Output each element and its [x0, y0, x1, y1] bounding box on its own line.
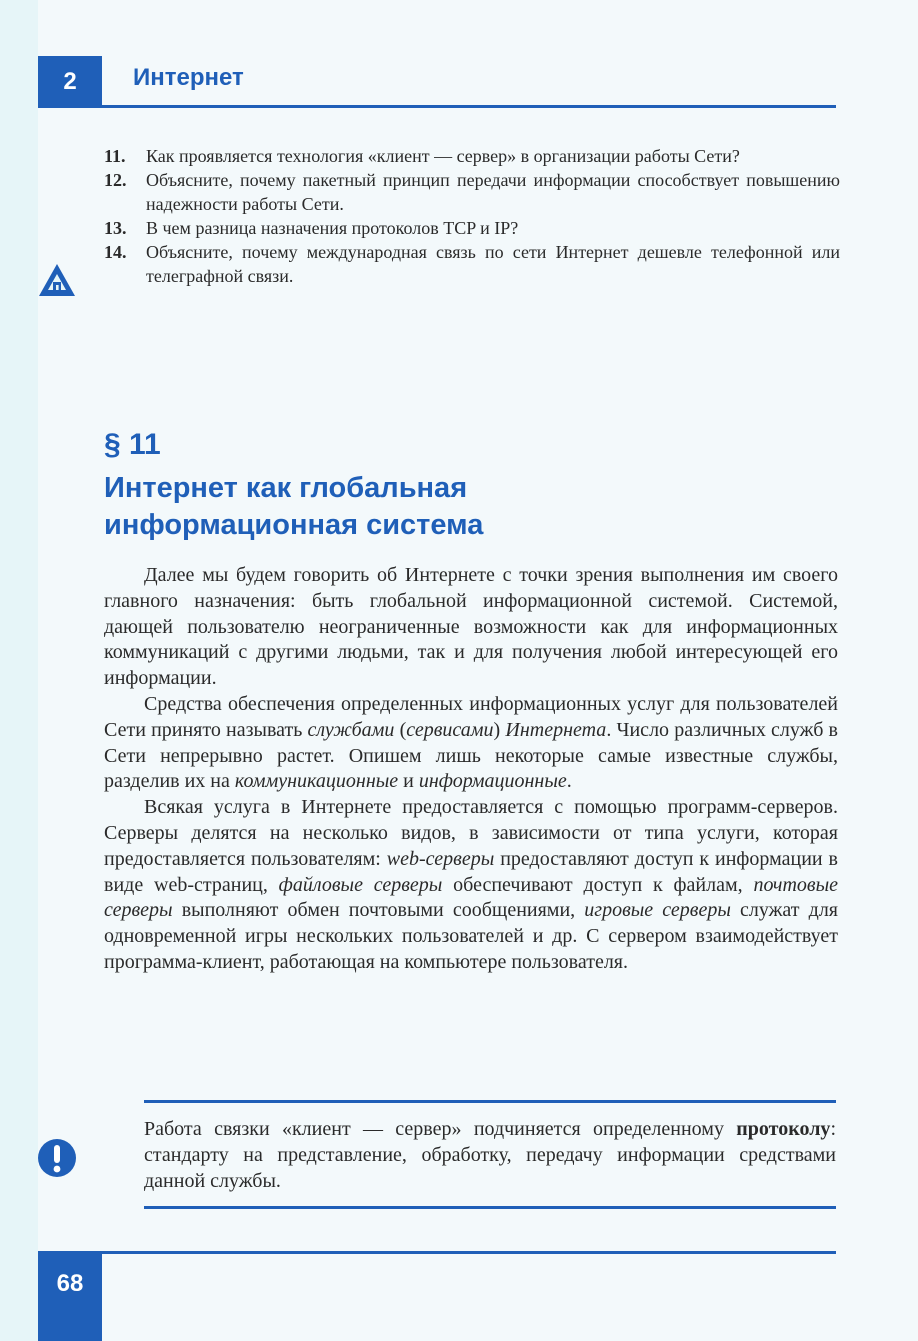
section-number: § 11 — [104, 428, 161, 461]
exclamation-icon — [37, 1138, 77, 1178]
chapter-number-box — [38, 56, 102, 108]
question-number: 11. — [104, 146, 126, 166]
text-span: . — [566, 770, 572, 793]
question-number: 14. — [104, 242, 127, 262]
text-span: Средства обеспечения определенных информационных услуг для пользователей Сети принято называть — [104, 692, 838, 741]
key-term: протоколу — [736, 1118, 831, 1140]
question-text: Объясните, почему пакетный принцип передачи информации способствует повышению надежности работы Сети. — [146, 170, 840, 214]
term: службами — [307, 718, 395, 741]
term: сервисами — [406, 718, 494, 741]
text-span: . Число различных служб в Сети непрерывно растет. Опишем лишь некоторые самые известные службы, разделив их на — [104, 718, 838, 793]
left-margin-strip — [0, 0, 38, 1341]
question-number: 12. — [104, 170, 127, 190]
text-span: : стандарту на представление, обработку, передачу информации средствами данной службы. — [144, 1118, 836, 1192]
paragraph: Далее мы будем говорить об Интернете с точки зрения выполнения им своего главного назначения: быть глобальной информационной системой. Системой, дающей пользователю неограниченные возможности как для информационных коммуникаций с другими людьми, так и для получения любой интересующей его информации. — [104, 564, 838, 690]
text-span: Всякая услуга в Интернете предоставляется с помощью программ-серверов. Серверы делятся на несколько видов, в зависимости от типа услуги, которая предоставляется пользователям: — [104, 796, 838, 870]
question-item — [104, 216, 840, 240]
paragraph — [104, 795, 838, 976]
text-span: служат для одновременной игры нескольких пользователей и др. С сервером взаимодействует программа-клиент, работающая на компьютере пользователя. — [104, 899, 839, 973]
term: информационные — [418, 770, 567, 793]
text-span: и — [398, 770, 419, 793]
question-text: Как проявляется технология «клиент — сервер» в организации работы Сети? — [146, 146, 740, 166]
question-text: В чем разница назначения протоколов TCP и IP? — [146, 218, 519, 238]
questions-list — [104, 144, 840, 288]
term: почтовые серверы — [104, 873, 839, 922]
note-rule-top — [144, 1100, 836, 1103]
question-item — [104, 144, 840, 168]
paragraph — [104, 692, 838, 795]
text-span: ) — [493, 718, 506, 741]
text-span: обеспечивают доступ к файлам, — [442, 873, 754, 896]
term: web-серверы — [386, 847, 495, 870]
header-rule — [102, 105, 836, 108]
note-box — [144, 1116, 836, 1194]
question-item — [104, 240, 840, 288]
question-number: 13. — [104, 218, 127, 238]
term: коммуникационные — [234, 770, 399, 793]
note-rule-bottom — [144, 1206, 836, 1209]
footer-rule — [38, 1251, 836, 1254]
section-title — [104, 470, 804, 544]
text-span: выполняют обмен почтовыми сообщениями, — [172, 899, 585, 922]
page-number-box — [38, 1254, 102, 1341]
page-number: 68 — [56, 1270, 84, 1297]
term: файловые серверы — [278, 873, 443, 896]
house-triangle-icon — [37, 262, 77, 298]
question-item — [104, 168, 840, 216]
text-span: предоставляют доступ к информации в виде web-страниц, — [104, 847, 838, 896]
term: игровые серверы — [584, 899, 731, 922]
body-text — [104, 563, 838, 976]
text-span: Работа связки «клиент — сервер» подчиняется определенному — [144, 1118, 737, 1140]
chapter-title: Интернет — [133, 64, 244, 91]
section-title-line: информационная система — [104, 509, 484, 541]
term: Интернета — [505, 718, 607, 741]
question-text: Объясните, почему международная связь по сети Интернет дешевле телефонной или телеграфной связи. — [146, 242, 840, 286]
chapter-number: 2 — [63, 68, 77, 95]
section-title-line: Интернет как глобальная — [104, 472, 468, 504]
text-span: ( — [394, 718, 407, 741]
